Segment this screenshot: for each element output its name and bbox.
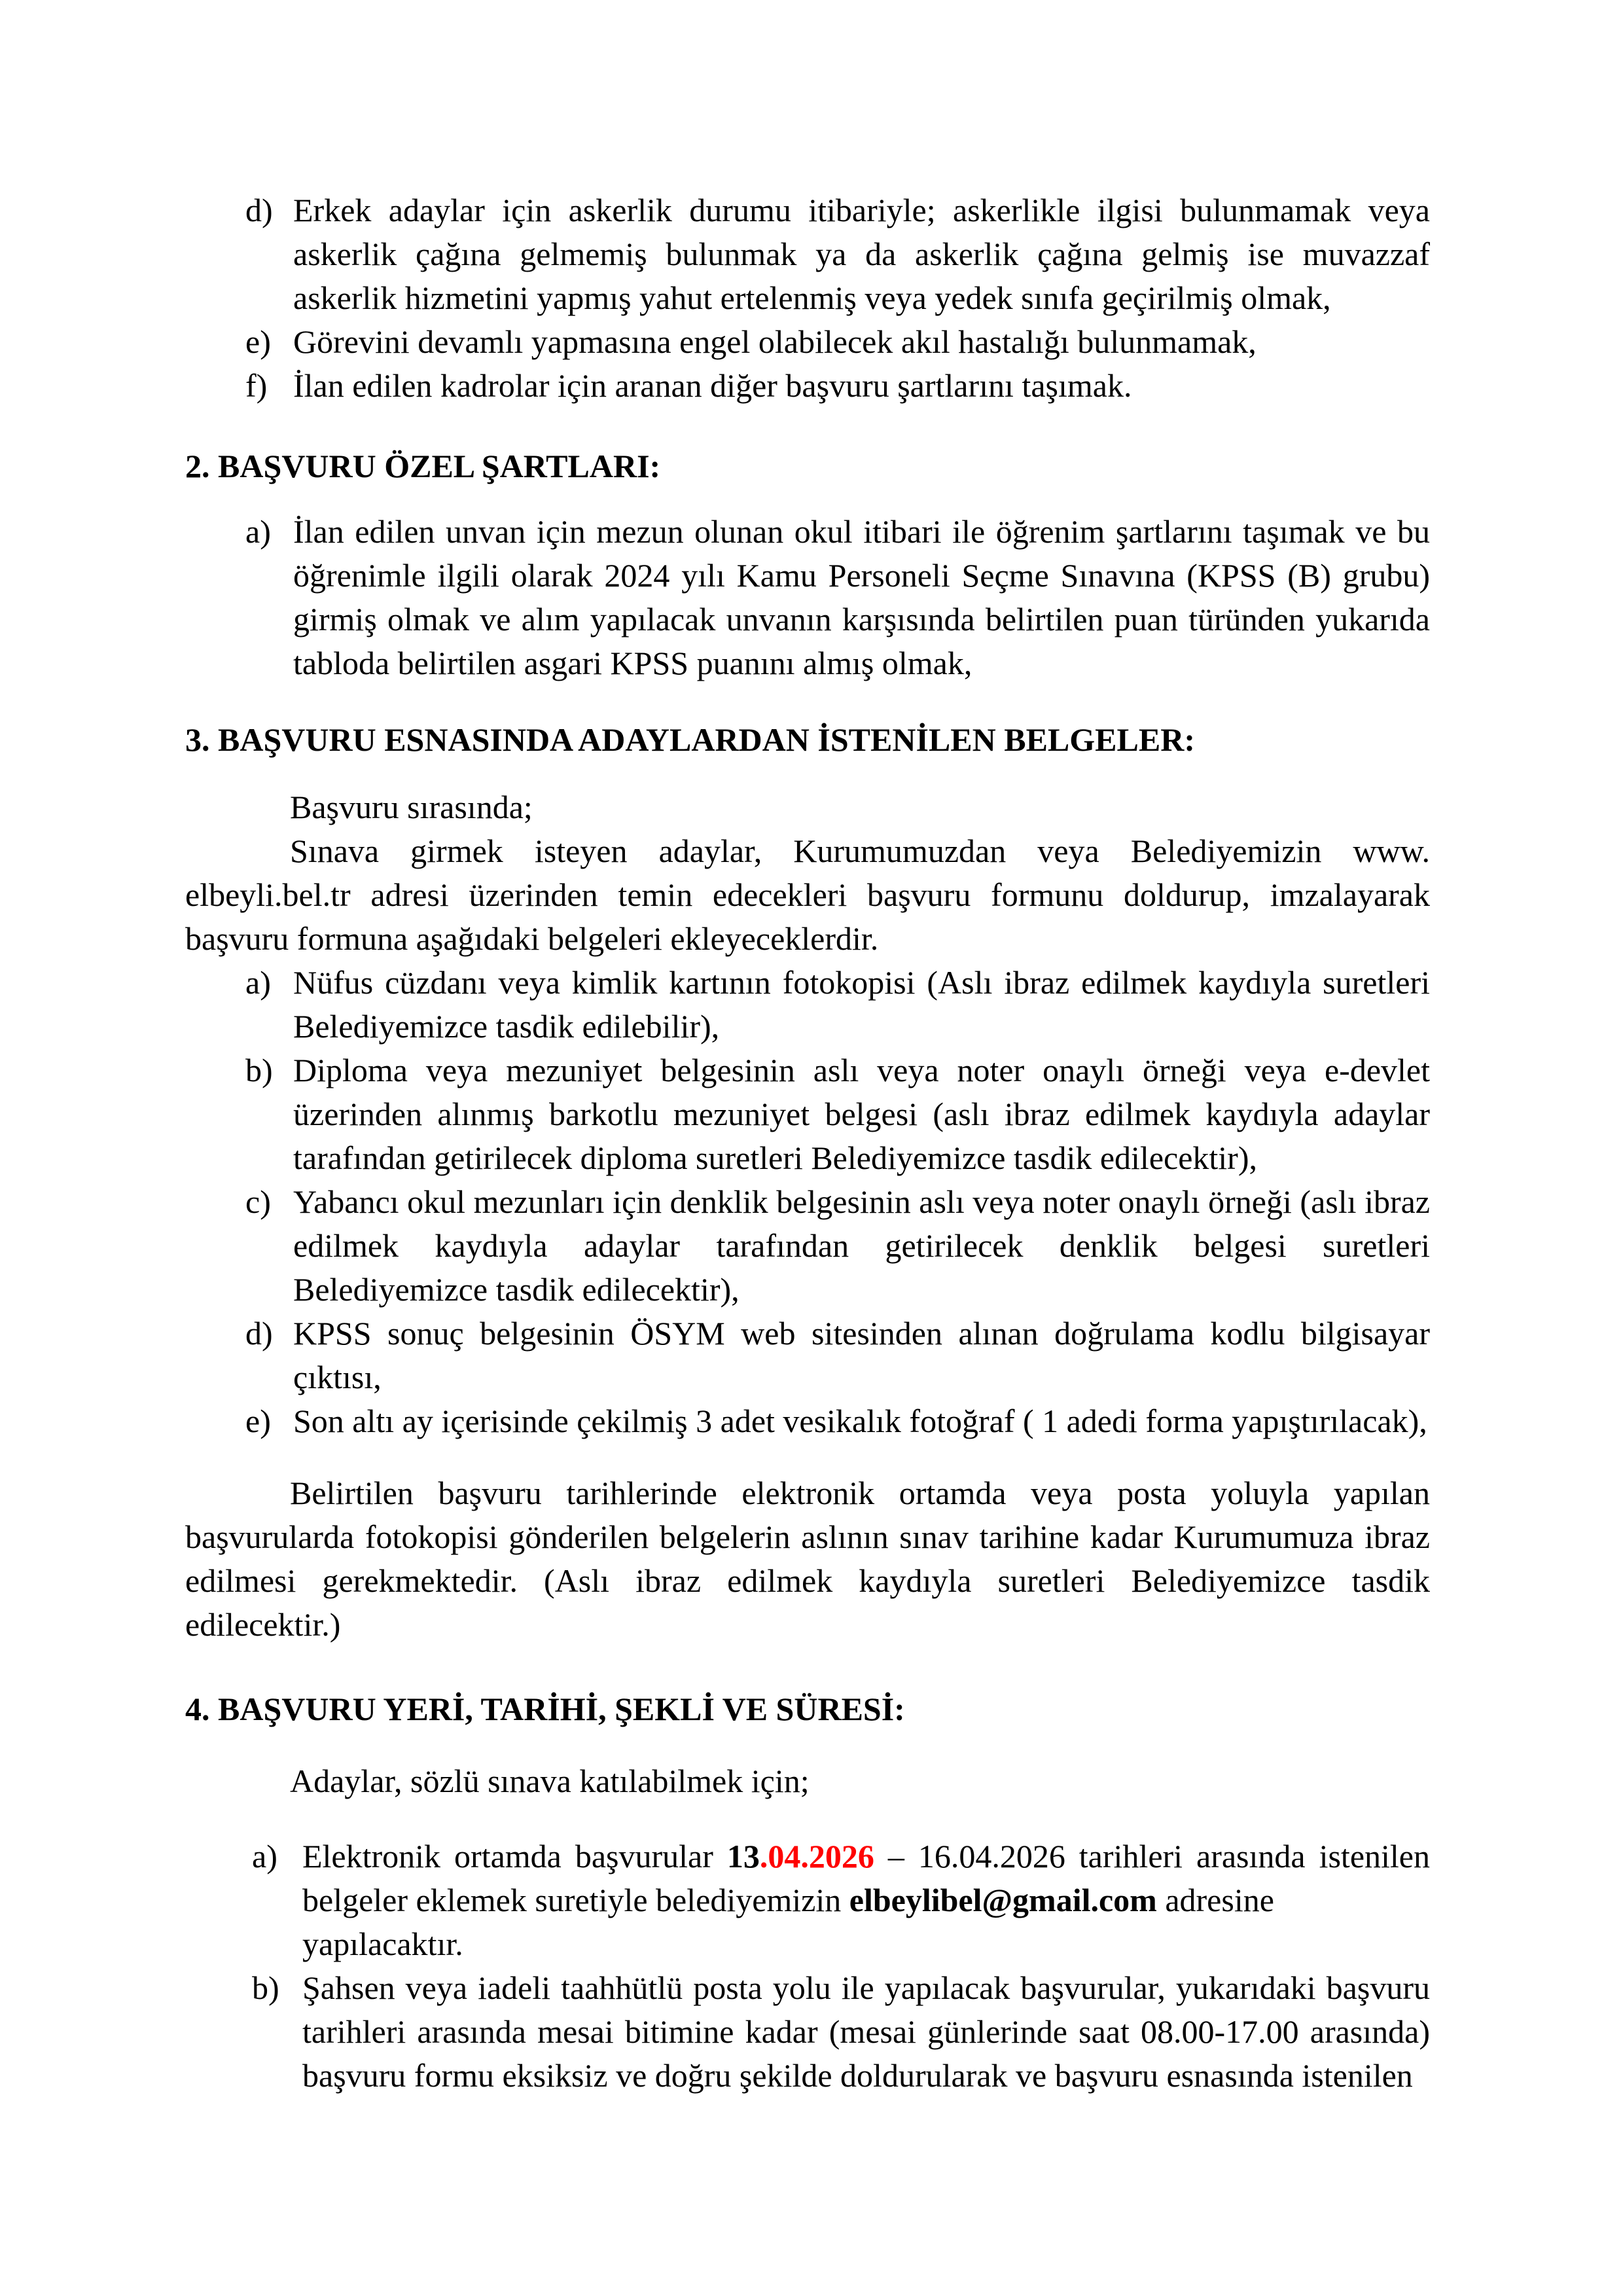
section3-paragraph: Sınava girmek isteyen adaylar, Kurumumuzdan veya Belediyemizin www. elbeyli.bel.tr adresi üzerinden temin edecekleri başvuru formunu doldurup, imzalayarak başvuru formuna aşağıdaki belgeleri ekleyeceklerdir.: [185, 833, 1430, 957]
section2-list: [185, 510, 1430, 685]
list-item-text: Şahsen veya iadeli taahhütlü posta yolu ile yapılacak başvurular, yukarıdaki başvuru tarihleri arasında mesai bitimine kadar (mesai günlerinde saat 08.00-17.00 arasında) başvuru formu eksiksiz ve doğru şekilde doldurularak ve başvuru esnasında istenilen: [302, 1969, 1430, 2094]
list-item-text: Yabancı okul mezunları için denklik belgesinin aslı veya noter onaylı örneği (aslı ibraz edilmek kaydıyla adaylar tarafından getirilecek denklik belgesi suretleri Belediyemizce tasdik edilecektir),: [293, 1183, 1430, 1308]
list-item: [185, 1049, 1430, 1180]
application-email-line: [302, 1878, 1430, 1922]
list-item-label: a): [252, 1838, 277, 1874]
list-item-label: c): [245, 1183, 271, 1220]
list-item-text: İlan edilen kadrolar için aranan diğer başvuru şartlarını taşımak.: [293, 367, 1132, 404]
list-item-label: b): [252, 1969, 279, 2006]
section3-list: [185, 961, 1430, 1443]
section1-list: [185, 188, 1430, 408]
application-date-line: [302, 1835, 1430, 1878]
list-item-label: a): [245, 964, 271, 1001]
list-item-label: e): [245, 1403, 271, 1439]
list-item: [185, 961, 1430, 1049]
list-item: [185, 1399, 1430, 1443]
list-item: [185, 1180, 1430, 1312]
section4-list: [185, 1835, 1430, 2098]
section3-closing-paragraph: Belirtilen başvuru tarihlerinde elektronik ortamda veya posta yoluyla yapılan başvurularda fotokopisi gönderilen belgelerin aslının sınav tarihine kadar Kurumumuza ibraz edilmesi gerekmektedir. (Aslı ibraz edilmek kaydıyla suretleri Belediyemizce tasdik edilecektir.): [185, 1475, 1430, 1643]
list-item-text: Nüfus cüzdanı veya kimlik kartının fotokopisi (Aslı ibraz edilmek kaydıyla suretleri Belediyemizce tasdik edilebilir),: [293, 964, 1430, 1045]
line-text: belgeler eklemek suretiyle belediyemizin: [302, 1882, 849, 1918]
list-item: [185, 364, 1430, 408]
section4-heading: 4. BAŞVURU YERİ, TARİHİ, ŞEKLİ VE SÜRESİ:: [185, 1691, 905, 1727]
list-item-label: d): [245, 192, 273, 228]
list-item: [185, 188, 1430, 320]
list-item-text: KPSS sonuç belgesinin ÖSYM web sitesinden alınan doğrulama kodlu bilgisayar çıktısı,: [293, 1315, 1430, 1395]
section3-heading: 3. BAŞVURU ESNASINDA ADAYLARDAN İSTENİLEN BELGELER:: [185, 721, 1195, 758]
list-item-label: a): [245, 513, 271, 550]
list-item-text: Son altı ay içerisinde çekilmiş 3 adet vesikalık fotoğraf ( 1 adedi forma yapıştırılacak),: [293, 1403, 1427, 1439]
list-item-label: d): [245, 1315, 273, 1352]
application-start-date-red: .04.2026: [759, 1838, 874, 1874]
list-item: [185, 1966, 1430, 2098]
line-text: yapılacaktır.: [302, 1926, 463, 1962]
line-text: Elektronik ortamda başvurular: [302, 1838, 727, 1874]
list-item: [185, 320, 1430, 364]
list-item-text: Erkek adaylar için askerlik durumu itibariyle; askerlikle ilgisi bulunmamak veya askerlik çağına gelmemiş bulunmak ya da askerlik çağına gelmiş ise muvazzaf askerlik hizmetini yapmış yahut ertelenmiş veya yedek sınıfa geçirilmiş olmak,: [293, 192, 1430, 316]
section4-intro: Adaylar, sözlü sınava katılabilmek için;: [290, 1763, 810, 1799]
application-start-date-day: 13: [726, 1838, 760, 1874]
application-email: elbeylibel@gmail.com: [849, 1882, 1157, 1918]
list-item-label: b): [245, 1052, 273, 1088]
line-text: adresine: [1156, 1882, 1274, 1918]
list-item: [185, 1312, 1430, 1399]
list-item-text: Diploma veya mezuniyet belgesinin aslı veya noter onaylı örneği veya e-devlet üzerinden alınmış barkotlu mezuniyet belgesi (aslı ibraz edilmek kaydıyla adaylar tarafından getirilecek diploma suretleri Belediyemizce tasdik edilecektir),: [293, 1052, 1430, 1176]
list-item-text: Görevini devamlı yapmasına engel olabilecek akıl hastalığı bulunmamak,: [293, 323, 1257, 360]
list-item: [185, 510, 1430, 685]
list-item-label: e): [245, 323, 271, 360]
section3-intro: Başvuru sırasında;: [290, 789, 533, 825]
list-item-label: f): [245, 367, 268, 404]
section2-heading: 2. BAŞVURU ÖZEL ŞARTLARI:: [185, 448, 661, 484]
list-item: [185, 1835, 1430, 1966]
list-item-text: İlan edilen unvan için mezun olunan okul itibari ile öğrenim şartlarını taşımak ve bu öğrenimle ilgili olarak 2024 yılı Kamu Personeli Seçme Sınavına (KPSS (B) grubu) girmiş olmak ve alım yapılacak unvanın karşısında belirtilen puan türünden yukarıda tabloda belirtilen asgari KPSS puanını almış olmak,: [293, 513, 1430, 681]
line-text: – 16.04.2026 tarihleri arasında istenilen: [874, 1838, 1430, 1874]
